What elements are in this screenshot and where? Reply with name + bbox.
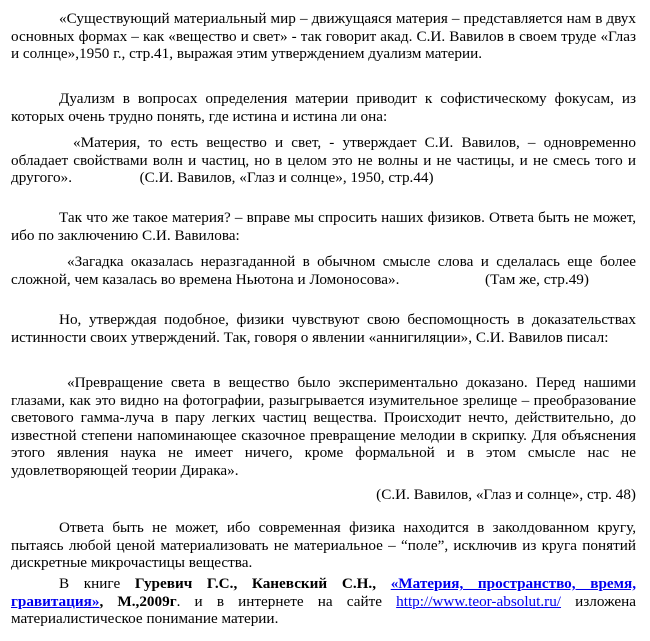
paragraph-6-mid: . и в интернете на сайте — [176, 592, 397, 610]
quote-2-text: «Загадка оказалась неразгаданной в обычном смысле слова и сделалась еще более сложной, чем казалась во времена Ньютона и Ломоносова». — [11, 253, 636, 288]
website-link[interactable]: http://www.teor-absolut.ru/ — [396, 592, 562, 610]
quote-1-text: «Материя, то есть вещество и свет, - утверждает С.И. Вавилов, – одновременно обладает свойствами волн и частиц, но в целом это не волны и не частицы, и не смесь того и другого». — [11, 134, 636, 187]
quote-3: «Превращение света в вещество было экспериментально доказано. Перед нашими глазами, как это видно на фотографии, разыгрывается изумительное зрелище – преобразование светового гамма-луча в пару легких частиц вещества. Происходит нечто, действительно, до известной степени напоминающее сказочное превращение мелодии в скрипку. Для объяснения этого явления наука не имеет ничего, кроме формальной и в этом смысле нас не удовлетворяющей теории Дирака». — [11, 374, 636, 479]
paragraph-6-post: изложена материалистическое понимание материи. — [11, 592, 637, 628]
book-title-link[interactable]: «Материя, пространство, время, гравитация» — [11, 575, 636, 610]
quote-3-source: (С.И. Вавилов, «Глаз и солнце», стр. 48) — [376, 486, 636, 503]
quote-2 — [11, 253, 636, 288]
publisher: , М.,2009г — [99, 592, 177, 610]
authors: Гуревич Г.С., Каневский С.Н., — [134, 575, 377, 592]
paragraph-6-pre: В книге — [59, 575, 135, 592]
paragraph-2: Дуализм в вопросах определения материи приводит к софистическому фокусам, из которых очень трудно понять, где истина и истина ли она: — [11, 90, 636, 125]
paragraph-1: «Существующий материальный мир – движущаяся материя – представляется нам в двух основных формах – как «вещество и свет» - так говорит акад. С.И. Вавилов в своем труде «Глаз и солнце»,1950 г., стр.41, выражая этим утверждением дуализм материи. — [11, 10, 636, 63]
paragraph-4: Но, утверждая подобное, физики чувствуют свою беспомощность в доказательствах истинности своих утверждений. Так, говоря о явлении «аннигиляции», С.И. Вавилов писал: — [11, 311, 636, 346]
paragraph-5: Ответа быть не может, ибо современная физика находится в заколдованном кругу, пытаясь любой ценой материализовать не материальное – “поле”, исключив из круга понятий дискретные микрочастицы вещества. — [11, 519, 636, 572]
quote-1-source: (С.И. Вавилов, «Глаз и солнце», 1950, стр.44) — [139, 169, 434, 187]
quote-1 — [11, 134, 636, 187]
paragraph-6 — [11, 575, 636, 628]
paragraph-3: Так что же такое материя? – вправе мы спросить наших физиков. Ответа быть не может, ибо по заключению С.И. Вавилова: — [11, 209, 636, 244]
quote-2-source: (Там же, стр.49) — [485, 270, 589, 288]
